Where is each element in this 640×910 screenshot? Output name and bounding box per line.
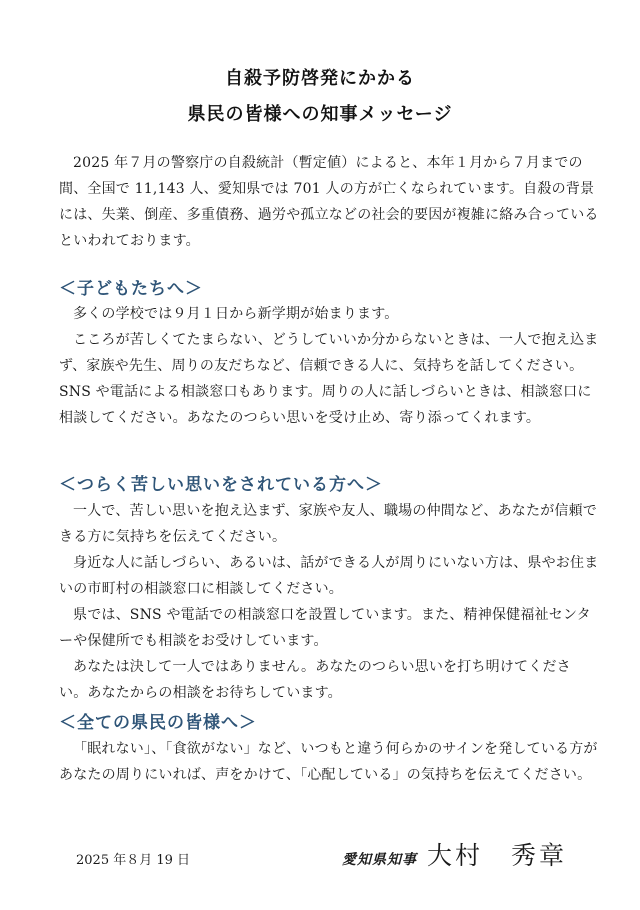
children-paragraph-2: こころが苦しくてたまらない、どうしていいか分からないときは、一人で抱え込まず、家族や先生、周りの友だちなど、信頼できる人に、気持ちを話してください。SNS や電話による相談窓口もあります。周りの人に話しづらいときは、相談窓口に相談してください。あなたのつらい思いを受け止め、寄り添ってくれます。 xyxy=(59,332,599,426)
signer-title: 愛知県知事 xyxy=(342,852,417,868)
all-paragraph-1: 「眠れない」、「食欲がない」など、いつもと違う何らかのサインを発している方があなたの周りにいれば、声をかけて、「心配している」の気持ちを伝えてください。 xyxy=(59,741,598,783)
children-paragraph-1: 多くの学校では９月１日から新学期が始まります。 xyxy=(73,306,399,322)
title-line-2: 県民の皆様への知事メッセージ xyxy=(187,104,453,125)
intro-paragraph: 2025 年７月の警察庁の自殺統計（暫定値）によると、本年１月から７月までの間、全国で 11,143 人、愛知県では 701 人の方が亡くなられています。自殺の背景には、失業、倒産、多重債務、過労や孤立などの社会的要因が複雑に絡み合っているといわれております。 xyxy=(59,155,599,249)
section-heading-children: ＜子どもたちへ＞ xyxy=(59,279,203,299)
suffering-paragraph-1: 一人で、苦しい思いを抱え込まず、家族や友人、職場の仲間など、あなたが信頼できる方に気持ちを伝えてください。 xyxy=(59,503,597,545)
section-heading-all: ＜全ての県民の皆様へ＞ xyxy=(59,713,257,733)
message-date: 2025 年８月 19 日 xyxy=(76,853,191,868)
suffering-paragraph-4: あなたは決して一人ではありません。あなたのつらい思いを打ち明けてください。あなたからの相談をお待ちしています。 xyxy=(59,659,571,701)
suffering-paragraph-2: 身近な人に話しづらい、あるいは、話ができる人が周りにいない方は、県やお住まいの市町村の相談窓口に相談してください。 xyxy=(59,555,599,597)
section-heading-suffering: ＜つらく苦しい思いをされている方へ＞ xyxy=(59,475,383,495)
suffering-paragraph-3: 県では、SNS や電話での相談窓口を設置しています。また、精神保健福祉センターや保健所でも相談をお受けしています。 xyxy=(59,607,591,649)
signature xyxy=(342,836,567,872)
title-line-1: 自殺予防啓発にかかる xyxy=(225,68,415,89)
signer-name: 大村 秀章 xyxy=(427,841,568,870)
